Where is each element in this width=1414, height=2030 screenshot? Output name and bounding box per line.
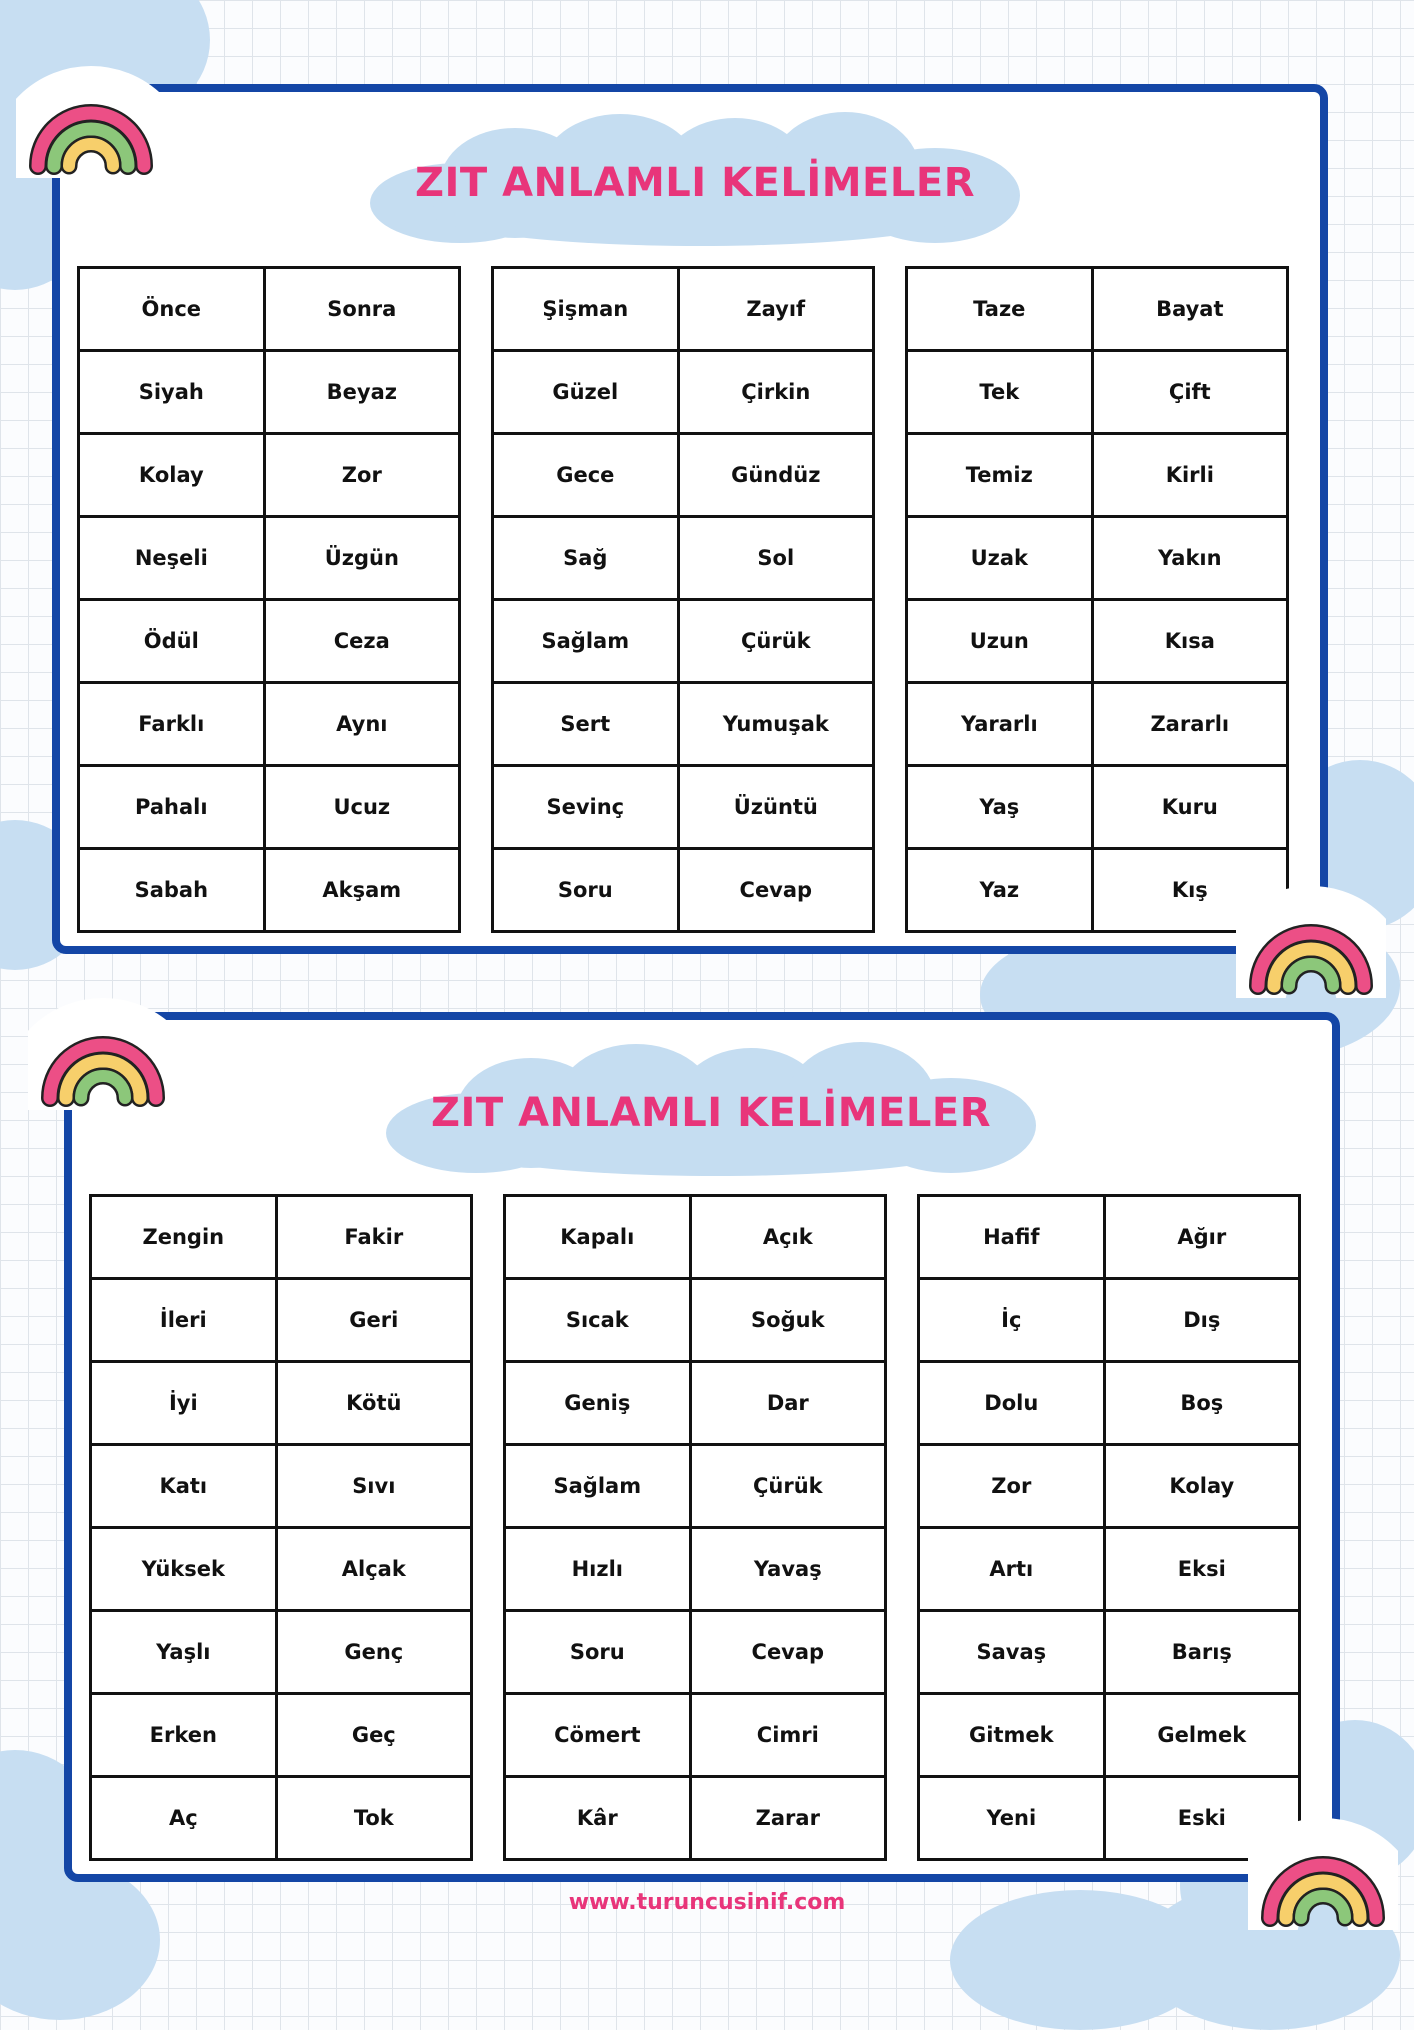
- word-pair-row: [79, 600, 460, 683]
- rainbow-icon: [28, 990, 178, 1110]
- word-pair-row: [919, 1611, 1300, 1694]
- opposite-word-cell: Dış: [1104, 1279, 1299, 1362]
- word-table-2-2: [503, 1194, 887, 1861]
- word-pair-row: [91, 1362, 472, 1445]
- opposite-word-cell: Kısa: [1092, 600, 1287, 683]
- opposite-word-cell: Üzgün: [264, 517, 459, 600]
- word-pair-row: [907, 766, 1288, 849]
- opposite-word-cell: Dar: [690, 1362, 885, 1445]
- word-pair-row: [505, 1196, 886, 1279]
- word-pair-row: [493, 600, 874, 683]
- word-cell: İç: [919, 1279, 1105, 1362]
- opposite-word-cell: Zor: [264, 434, 459, 517]
- word-pair-row: [919, 1279, 1300, 1362]
- word-cell: Hafif: [919, 1196, 1105, 1279]
- word-cell: Savaş: [919, 1611, 1105, 1694]
- word-pair-row: [907, 683, 1288, 766]
- word-cell: Zengin: [91, 1196, 277, 1279]
- word-pair-row: [919, 1362, 1300, 1445]
- word-cell: Yeni: [919, 1777, 1105, 1860]
- word-pair-row: [493, 849, 874, 932]
- opposite-word-cell: Cimri: [690, 1694, 885, 1777]
- rainbow-icon: [1236, 878, 1386, 998]
- opposite-word-cell: Gelmek: [1104, 1694, 1299, 1777]
- word-cell: Önce: [79, 268, 265, 351]
- word-pair-row: [919, 1694, 1300, 1777]
- opposite-word-cell: Üzüntü: [678, 766, 873, 849]
- word-pair-row: [79, 683, 460, 766]
- rainbow-icon: [1248, 1810, 1398, 1930]
- worksheet-title-2: ZIT ANLAMLI KELİMELER: [430, 1090, 991, 1136]
- word-pair-row: [907, 434, 1288, 517]
- opposite-word-cell: Aynı: [264, 683, 459, 766]
- word-pair-row: [79, 517, 460, 600]
- opposite-word-cell: Sıvı: [276, 1445, 471, 1528]
- word-cell: Güzel: [493, 351, 679, 434]
- word-cell: İyi: [91, 1362, 277, 1445]
- opposite-word-cell: Geri: [276, 1279, 471, 1362]
- word-cell: Yaş: [907, 766, 1093, 849]
- word-cell: Temiz: [907, 434, 1093, 517]
- opposite-word-cell: Kış: [1092, 849, 1287, 932]
- word-pair-row: [493, 766, 874, 849]
- word-pair-row: [907, 517, 1288, 600]
- footer-website: www.turuncusinif.com: [568, 1890, 846, 1915]
- word-pair-row: [493, 517, 874, 600]
- opposite-word-cell: Fakir: [276, 1196, 471, 1279]
- opposite-word-cell: Bayat: [1092, 268, 1287, 351]
- word-pair-row: [505, 1279, 886, 1362]
- word-cell: Ödül: [79, 600, 265, 683]
- opposite-word-cell: Geç: [276, 1694, 471, 1777]
- word-pair-row: [919, 1196, 1300, 1279]
- word-table-2-3: [917, 1194, 1301, 1861]
- word-pair-row: [493, 268, 874, 351]
- word-cell: Hızlı: [505, 1528, 691, 1611]
- word-cell: Artı: [919, 1528, 1105, 1611]
- word-pair-row: [919, 1445, 1300, 1528]
- word-pair-row: [505, 1694, 886, 1777]
- word-pair-row: [919, 1777, 1300, 1860]
- opposite-word-cell: Çift: [1092, 351, 1287, 434]
- word-cell: Kapalı: [505, 1196, 691, 1279]
- opposite-word-cell: Cevap: [690, 1611, 885, 1694]
- opposite-word-cell: Barış: [1104, 1611, 1299, 1694]
- word-pair-row: [79, 849, 460, 932]
- word-pair-row: [493, 351, 874, 434]
- word-pair-row: [907, 351, 1288, 434]
- word-pair-row: [505, 1528, 886, 1611]
- word-pair-row: [505, 1777, 886, 1860]
- opposite-word-cell: Ceza: [264, 600, 459, 683]
- word-pair-row: [91, 1528, 472, 1611]
- word-cell: Taze: [907, 268, 1093, 351]
- rainbow-icon: [16, 58, 166, 178]
- word-pair-row: [79, 766, 460, 849]
- word-cell: Aç: [91, 1777, 277, 1860]
- opposite-word-cell: Çirkin: [678, 351, 873, 434]
- word-pair-row: [91, 1279, 472, 1362]
- word-table-1-1: [77, 266, 461, 933]
- word-cell: Zor: [919, 1445, 1105, 1528]
- opposite-word-cell: Yakın: [1092, 517, 1287, 600]
- opposite-word-cell: Sonra: [264, 268, 459, 351]
- word-pair-row: [79, 268, 460, 351]
- word-pair-row: [505, 1362, 886, 1445]
- opposite-word-cell: Çürük: [690, 1445, 885, 1528]
- word-pair-row: [91, 1694, 472, 1777]
- word-cell: Sıcak: [505, 1279, 691, 1362]
- opposite-word-cell: Eksi: [1104, 1528, 1299, 1611]
- word-pair-row: [907, 849, 1288, 932]
- word-pair-row: [919, 1528, 1300, 1611]
- word-pair-row: [505, 1611, 886, 1694]
- word-cell: Yaz: [907, 849, 1093, 932]
- word-cell: Gece: [493, 434, 679, 517]
- opposite-word-cell: Beyaz: [264, 351, 459, 434]
- word-pair-row: [493, 434, 874, 517]
- word-cell: Geniş: [505, 1362, 691, 1445]
- word-cell: Uzak: [907, 517, 1093, 600]
- word-pair-row: [91, 1777, 472, 1860]
- word-cell: Sevinç: [493, 766, 679, 849]
- opposite-word-cell: Açık: [690, 1196, 885, 1279]
- word-pair-row: [79, 434, 460, 517]
- word-cell: Sabah: [79, 849, 265, 932]
- opposite-word-cell: Kirli: [1092, 434, 1287, 517]
- word-cell: Tek: [907, 351, 1093, 434]
- opposite-word-cell: Kuru: [1092, 766, 1287, 849]
- word-cell: Pahalı: [79, 766, 265, 849]
- worksheet-title-1: ZIT ANLAMLI KELİMELER: [414, 160, 975, 206]
- opposite-word-cell: Soğuk: [690, 1279, 885, 1362]
- word-cell: İleri: [91, 1279, 277, 1362]
- word-cell: Uzun: [907, 600, 1093, 683]
- word-cell: Kâr: [505, 1777, 691, 1860]
- opposite-word-cell: Gündüz: [678, 434, 873, 517]
- word-cell: Siyah: [79, 351, 265, 434]
- word-cell: Farklı: [79, 683, 265, 766]
- opposite-word-cell: Yavaş: [690, 1528, 885, 1611]
- word-table-1-3: [905, 266, 1289, 933]
- word-cell: Sağlam: [493, 600, 679, 683]
- opposite-word-cell: Akşam: [264, 849, 459, 932]
- word-cell: Soru: [505, 1611, 691, 1694]
- opposite-word-cell: Zayıf: [678, 268, 873, 351]
- word-cell: Yararlı: [907, 683, 1093, 766]
- opposite-word-cell: Tok: [276, 1777, 471, 1860]
- word-cell: Kolay: [79, 434, 265, 517]
- word-pair-row: [907, 600, 1288, 683]
- word-cell: Sert: [493, 683, 679, 766]
- word-pair-row: [907, 268, 1288, 351]
- word-cell: Sağ: [493, 517, 679, 600]
- word-cell: Katı: [91, 1445, 277, 1528]
- word-pair-row: [79, 351, 460, 434]
- word-pair-row: [91, 1445, 472, 1528]
- word-table-2-1: [89, 1194, 473, 1861]
- word-pair-row: [91, 1611, 472, 1694]
- opposite-word-cell: Boş: [1104, 1362, 1299, 1445]
- opposite-word-cell: Genç: [276, 1611, 471, 1694]
- opposite-word-cell: Kötü: [276, 1362, 471, 1445]
- word-cell: Dolu: [919, 1362, 1105, 1445]
- word-pair-row: [91, 1196, 472, 1279]
- word-cell: Erken: [91, 1694, 277, 1777]
- word-cell: Neşeli: [79, 517, 265, 600]
- word-cell: Yaşlı: [91, 1611, 277, 1694]
- word-cell: Şişman: [493, 268, 679, 351]
- word-pair-row: [493, 683, 874, 766]
- opposite-word-cell: Cevap: [678, 849, 873, 932]
- word-cell: Sağlam: [505, 1445, 691, 1528]
- opposite-word-cell: Zararlı: [1092, 683, 1287, 766]
- opposite-word-cell: Sol: [678, 517, 873, 600]
- opposite-word-cell: Ağır: [1104, 1196, 1299, 1279]
- opposite-word-cell: Zarar: [690, 1777, 885, 1860]
- word-table-1-2: [491, 266, 875, 933]
- word-cell: Soru: [493, 849, 679, 932]
- opposite-word-cell: Alçak: [276, 1528, 471, 1611]
- opposite-word-cell: Eski: [1104, 1777, 1299, 1860]
- opposite-word-cell: Kolay: [1104, 1445, 1299, 1528]
- word-cell: Gitmek: [919, 1694, 1105, 1777]
- opposite-word-cell: Çürük: [678, 600, 873, 683]
- word-cell: Yüksek: [91, 1528, 277, 1611]
- opposite-word-cell: Ucuz: [264, 766, 459, 849]
- word-cell: Cömert: [505, 1694, 691, 1777]
- word-pair-row: [505, 1445, 886, 1528]
- opposite-word-cell: Yumuşak: [678, 683, 873, 766]
